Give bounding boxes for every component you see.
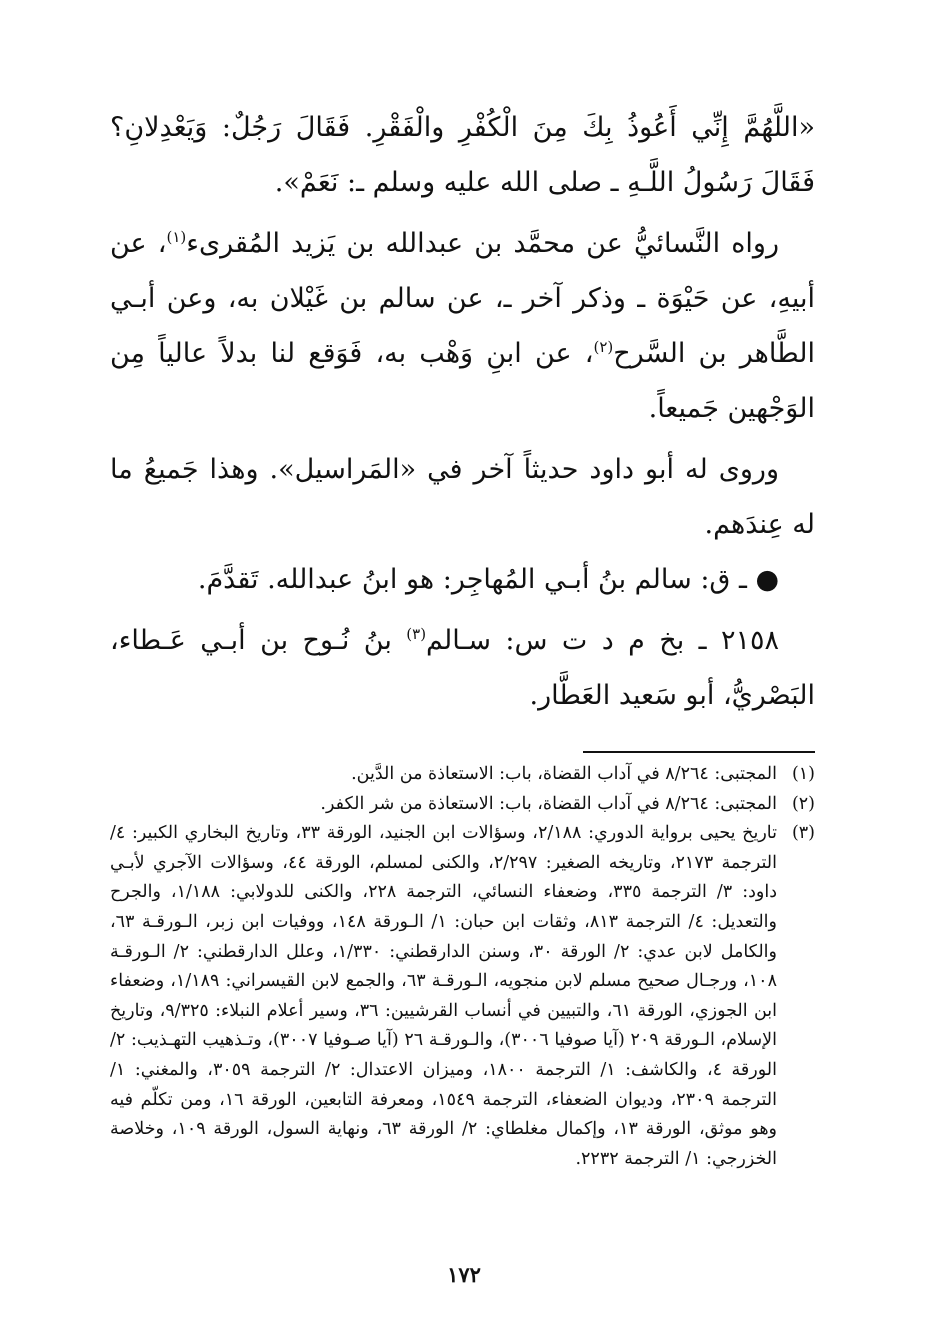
footnote-text: تاريخ يحيى برواية الدوري: ٢/١٨٨، وسؤالات ابن الجنيد، الورقة ٣٣، وتاريخ البخاري الكبير: ٤/ الترجمة ٢١٧٣، وتاريخه الصغير: ٢/٢٩٧، والكنى لمسلم، الورقة ٤٤، وسؤالات الآجري لأبـي داود: ٣/ الترجمة ٣٣٥، وضعفاء النسائي، الترجمة ٢٢٨، والكنى للدولابي: ١/١٨٨، والجرح والتعديل: ٤/ الترجمة ٨١٣، وثقات ابن حبان: ١/ الـورقة ١٤٨، ووفيات ابن زبر، الـورقـة ٦٣، والكامل لابن عدي: ٢/ الورقة ٣٠، وسنن الدارقطني: ١/٣٣٠، وعلل الدارقطني: ٢/ الـورقـة ١٠٨، ورجـال صحيح مسلم لابن منجويه، الـورقـة ٦٣، والجمع لابن القيسراني: ١/١٨٩، وضعفاء ابن الجوزي، الورقة ٦١، والتبيين في أنساب القرشيين: ٣٦، وسير أعلام النبلاء: ٩/٣٢٥، وتاريخ الإسلام، الـورقة ٢٠٩ (آيا صوفيا ٣٠٠٦)، والـورقـة ٢٦ (آيا صـوفيا ٣٠٠٧)، وتـذهيب التهـذيب: ٢/ الورقة ٤، والكاشف: ١/ الترجمة ١٨٠٠، وميزان الاعتدال: ٢/ الترجمة ٣٠٥٩، والمغني: ١/ الترجمة ٢٣٠٩، وديوان الضعفاء، الترجمة ١٥٤٩، ومعرفة التابعين، الورقة ١٦، ومن تكلّم فيه وهو موثق، الورقة ١٣، وإكمال مغلطاي: ٢/ الورقة ٦٣، ونهاية السول، الورقة ١٠٩، وخلاصة الخزرجي: ١/ الترجمة ٢٢٣٢. xyxy=(110,823,778,1169)
biography-entry-heading xyxy=(110,613,815,723)
page-content xyxy=(110,100,815,1169)
entry-number-and-name: ٢١٥٨ ـ بخ م د ت س: سـالم xyxy=(426,625,779,656)
footnote-text: المجتبى: ٨/٢٦٤ في آداب القضاة، باب: الاستعاذة من شر الكفر. xyxy=(320,793,777,814)
footnote-2 xyxy=(110,790,815,820)
footnote-divider xyxy=(583,751,815,753)
footnote-3 xyxy=(110,819,815,1174)
footnote-number: (١) xyxy=(791,764,815,784)
footnote-ref-1[interactable]: (١) xyxy=(166,228,187,246)
footnote-ref-3[interactable]: (٣) xyxy=(406,625,427,643)
footnote-number: (٣) xyxy=(791,823,815,844)
entry-name-rest: بنُ نُـوح بن أبـي عَـطاء، البَصْريُّ، أبو سَعيد العَطَّار. xyxy=(110,625,815,711)
cross-reference-entry xyxy=(110,552,815,607)
footnote-text: المجتبى: ٨/٢٦٤ في آداب القضاة، باب: الاستعاذة من الدَّين. xyxy=(351,764,777,784)
cross-reference-text: ـ ق: سالم بنُ أبـي المُهاجِر: هو ابنُ عبدالله. تَقدَّمَ. xyxy=(197,564,756,595)
hadith-text: «اللَّهُمَّ إِنِّي أَعُوذُ بِكَ مِنَ الْكُفْرِ والْفَقْرِ. فَقَالَ رَجُلٌ: وَيَعْدِلانِ؟ فَقَالَ رَسُولُ اللَّـهِ ـ صلى الله عليه وسلم ـ: نَعَمْ». xyxy=(110,112,815,198)
abu-dawud-paragraph: وروى له أبو داود حديثاً آخر في «المَراسيل». وهذا جَميعُ ما له عِندَهم. xyxy=(110,454,815,540)
narration-text-middle: ، عن أبيهِ، عن حَيْوَة ـ وذكر آخر ـ، عن سالم بن غَيْلان به، وعن أبـي الطَّاهر بن السَّرح xyxy=(110,228,815,369)
bullet-icon: ● xyxy=(755,564,779,595)
footnotes xyxy=(110,760,815,1174)
footnote-1 xyxy=(110,760,815,790)
main-text xyxy=(110,100,815,723)
page-number: ١٧٢ xyxy=(447,1262,481,1287)
narration-text-start: رواه النَّسائيُّ عن محمَّد بن عبدالله بن يَزيد المُقرىء xyxy=(186,228,779,259)
footnote-number: (٢) xyxy=(791,793,815,814)
footnote-ref-2[interactable]: (٢) xyxy=(593,338,614,356)
narration-text-end: ، عن ابنِ وَهْب به، فَوَقع لنا بدلاً عالياً مِن الوَجْهين جَميعاً. xyxy=(110,338,815,424)
narration-paragraph xyxy=(110,216,815,436)
